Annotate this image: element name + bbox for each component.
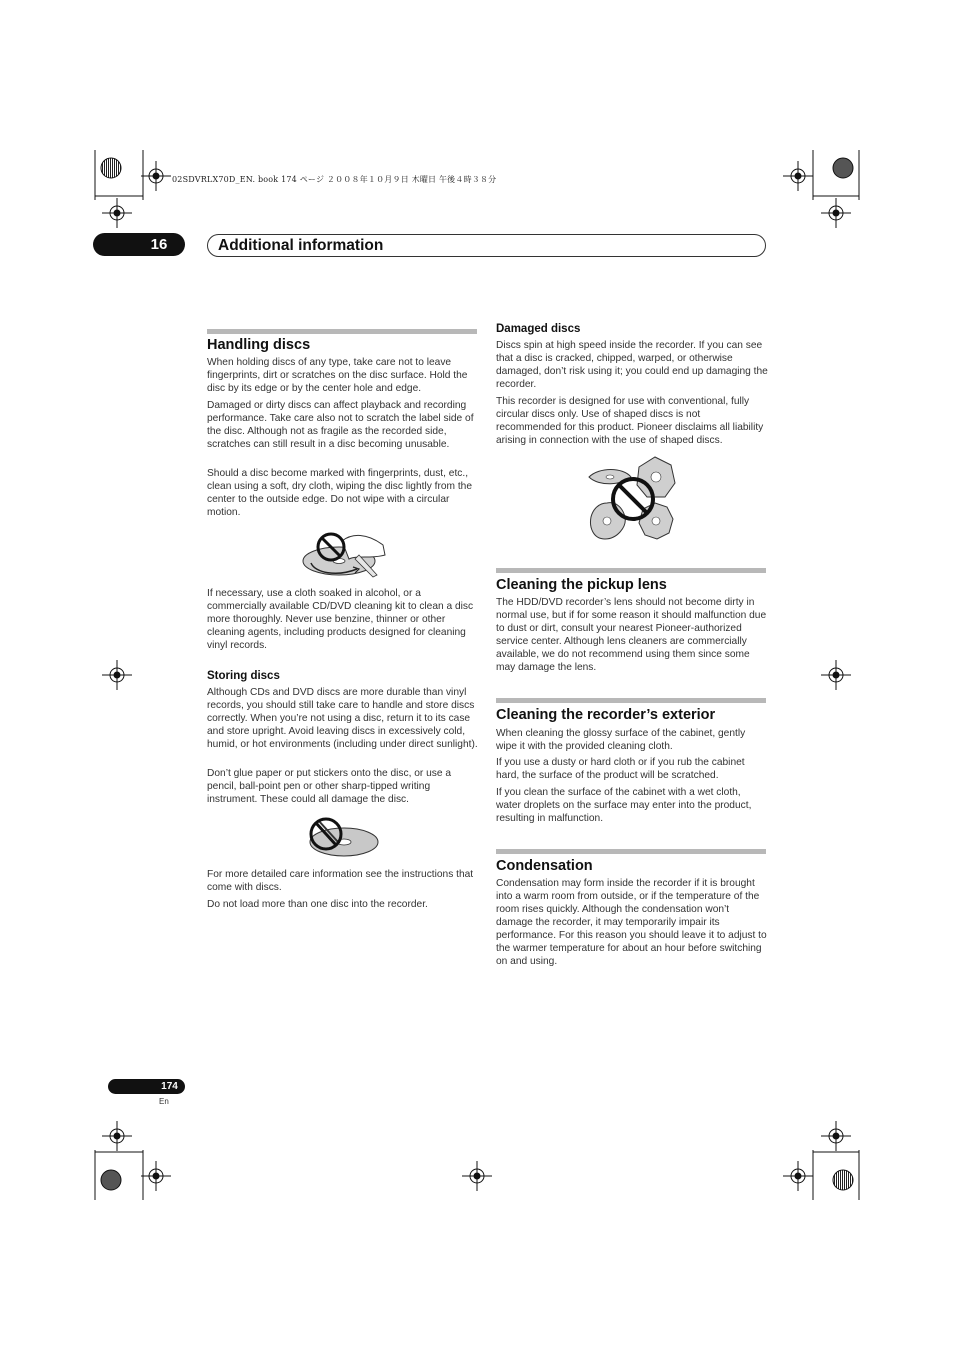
section-title-cleaning-exterior: Cleaning the recorder’s exterior [496, 707, 716, 723]
page-number: 174 [161, 1081, 178, 1092]
paragraph: If you clean the surface of the cabinet with a wet cloth, water droplets on the surface may enter into the product, resulting in malfunction. [496, 787, 752, 824]
subsection-title-damaged-discs: Damaged discs [496, 323, 581, 335]
subsection-title-storing-discs: Storing discs [207, 670, 280, 682]
circular-wipe-prohibited-illustration [297, 525, 389, 581]
paragraph: This recorder is designed for use with conventional, fully circular discs only. Use of shaped discs is not recommended for this product. Pioneer disclaims all liability arising in connection with the use of shaped discs. [496, 396, 764, 446]
paragraph: For more detailed care information see the instructions that come with discs. [207, 869, 474, 893]
paragraph: Condensation may form inside the recorder if it is brought into a warm room from outside, or if the temperature of the room rises quickly. Although the condensation won’t damage the recorder, it may temporarily impair its performance. For this reason you should leave it to adjust to the warmer temperature for about an hour before switching on and using. [496, 878, 767, 967]
paragraph: Don’t glue paper or put stickers onto the disc, or use a pencil, ball-point pen or other sharp-tipped writing instrument. These could all damage the disc. [207, 768, 452, 805]
section-title-condensation: Condensation [496, 858, 593, 874]
section-divider [496, 568, 766, 573]
page-number-badge [108, 1079, 185, 1094]
paragraph: If necessary, use a cloth soaked in alcohol, or a commercially available CD/DVD cleaning kit to clean a disc more thoroughly. Never use benzine, thinner or other cleaning agents, including products designed for cleaning vinyl records. [207, 588, 474, 651]
section-title-handling-discs: Handling discs [207, 337, 311, 353]
section-divider [496, 698, 766, 703]
chapter-title: Additional information [207, 234, 766, 257]
paragraph: Although CDs and DVD discs are more durable than vinyl records, you should still take care to handle and store discs correctly. When you’re not using a disc, return it to its case and store upright. Avoid leaving discs in excessively cold, humid, or hot environments (including under direct sunlight). [207, 687, 478, 750]
writing-on-disc-prohibited-illustration [304, 814, 380, 860]
language-label: En [159, 1097, 169, 1106]
chapter-number: 16 [150, 236, 168, 253]
shaped-discs-prohibited-illustration [585, 455, 677, 545]
print-info: 02SDVRLX70D_EN. book 174 ページ ２００８年１０月９日 木曜日 午後４時３８分 [172, 175, 497, 184]
paragraph: The HDD/DVD recorder’s lens should not become dirty in normal use, but if for some reason it should malfunction due to dust or dirt, consult your nearest Pioneer-authorized service center. Although lens cleaners are commercially available, we do not recommend using them since some may damage the lens. [496, 597, 767, 673]
paragraph: If you use a dusty or hard cloth or if you rub the cabinet hard, the surface of the product will be scratched. [496, 757, 745, 781]
section-title-cleaning-pickup-lens: Cleaning the pickup lens [496, 577, 667, 593]
paragraph: When holding discs of any type, take care not to leave fingerprints, dirt or scratches on the disc surface. Hold the disc by its edge or by the center hole and edge. [207, 357, 468, 394]
paragraph: Should a disc become marked with fingerprints, dust, etc., clean using a soft, dry cloth, wiping the disc lightly from the center to the outside edge. Do not wipe with a circular motion. [207, 468, 473, 518]
paragraph: Discs spin at high speed inside the recorder. If you can see that a disc is cracked, chipped, warped, or otherwise damaged, don’t risk using it; you could end up damaging the recorder. [496, 340, 768, 390]
paragraph: When cleaning the glossy surface of the cabinet, gently wipe it with the provided cleaning cloth. [496, 728, 746, 752]
chapter-number-badge [93, 233, 185, 256]
section-divider [496, 849, 766, 854]
section-divider [207, 329, 477, 334]
paragraph: Do not load more than one disc into the recorder. [207, 899, 428, 910]
paragraph: Damaged or dirty discs can affect playback and recording performance. Take care also not to scratch the label side of the disc. Although not as fragile as the recorded side, scratches can still result in a disc becoming unusable. [207, 400, 474, 450]
